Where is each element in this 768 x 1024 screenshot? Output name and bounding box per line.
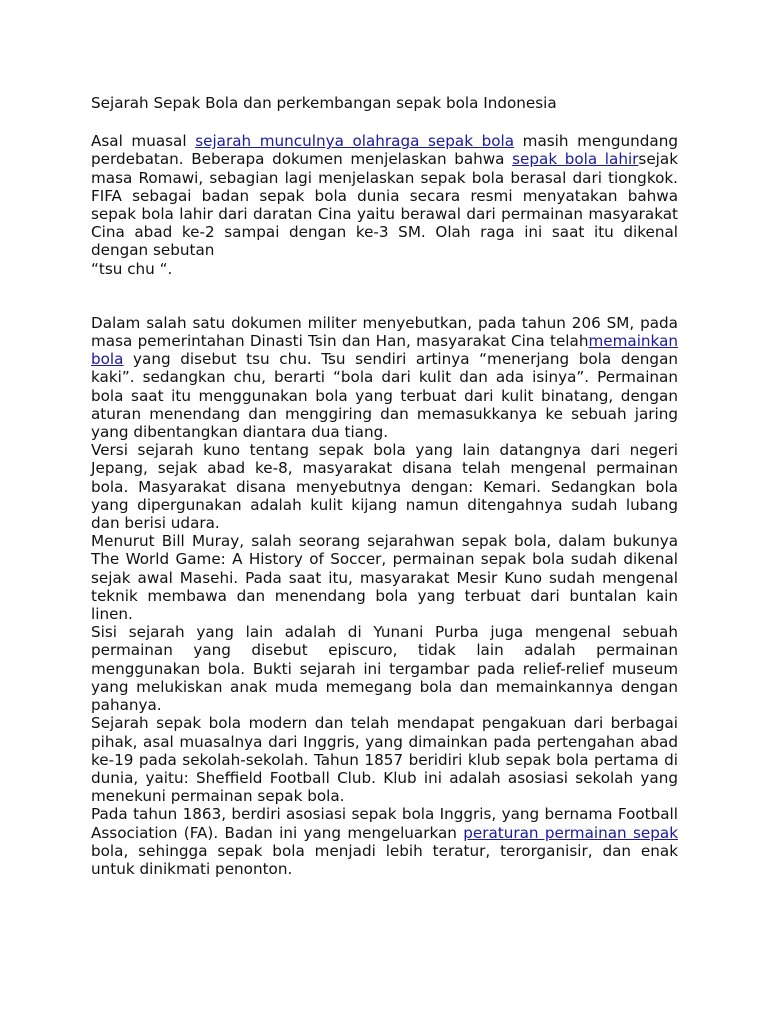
paragraph-1-text-a: Asal muasal — [91, 132, 196, 151]
link-sejarah-sepak-bola[interactable]: sejarah munculnya olahraga sepak bola — [195, 132, 515, 151]
link-peraturan-permainan[interactable]: peraturan permainan sepak — [463, 823, 678, 842]
paragraph-1-text-c: sejak masa Romawi, sebagian lagi menjelaskan sepak bola berasal dari tiongkok. FIFA sebagai badan sepak bola dunia secara resmi menyatakan bahwa sepak bola lahir dari daratan Cina yaitu berawal dari permainan masyarakat Cina abad ke-2 sampai dengan ke-3 SM. Olah raga ini saat itu dikenal dengan sebutan — [91, 150, 678, 260]
paragraph-1 — [91, 132, 678, 259]
document-title: Sejarah Sepak Bola dan perkembangan sepak bola Indonesia — [91, 94, 557, 112]
paragraph-5: Sisi sejarah yang lain adalah di Yunani Purba juga mengenal sebuah permainan yang disebut episcuro, tidak lain adalah permainan menggunakan bola. Bukti sejarah ini tergambar pada relief-relief museum yang melukiskan anak muda memegang bola dan memainkannya dengan pahanya. — [91, 623, 678, 715]
paragraph-6: Sejarah sepak bola modern dan telah mendapat pengakuan dari berbagai pihak, asal muasalnya dari Inggris, yang dimainkan pada pertengahan abad ke-19 pada sekolah-sekolah. Tahun 1857 beridiri klub sepak bola pertama di dunia, yaitu: Sheffield Football Club. Klub ini adalah asosiasi sekolah yang menekuni permainan sepak bola. — [91, 714, 678, 806]
paragraph-2-text-a: Dalam salah satu dokumen militer menyebutkan, pada tahun 206 SM, pada masa pemerintahan Dinasti Tsin dan Han, masyarakat Cina telah — [91, 313, 678, 351]
paragraph-7-text-b: bola, sehingga sepak bola menjadi lebih teratur, terorganisir, dan enak untuk dinikmati penonton. — [91, 841, 678, 878]
paragraph-1-end: “tsu chu “. — [91, 259, 173, 278]
link-memainkan-bola[interactable]: memainkan bola — [91, 332, 678, 369]
paragraph-2 — [91, 314, 678, 441]
paragraph-4: Menurut Bill Muray, salah seorang sejarahwan sepak bola, dalam bukunya The World Game: A History of Soccer, permainan sepak bola sudah dikenal sejak awal Masehi. Pada saat itu, masyarakat Mesir Kuno sudah mengenal teknik membawa dan menendang bola yang terbuat dari buntalan kain linen. — [91, 532, 678, 624]
link-sepak-bola-lahir[interactable]: sepak bola lahir — [512, 150, 639, 169]
paragraph-3: Versi sejarah kuno tentang sepak bola yang lain datangnya dari negeri Jepang, sejak abad ke-8, masyarakat disana telah mengenal permainan bola. Masyarakat disana menyebutnya dengan: Kemari. Sedangkan bola yang dipergunakan adalah kulit kijang namun ditengahnya sudah lubang dan berisi udara. — [91, 441, 678, 533]
paragraph-1-text-b: masih mengundang perdebatan. Beberapa dokumen menjelaskan bahwa — [91, 132, 678, 169]
spacer — [91, 278, 678, 314]
paragraph-2-text-b: yang disebut tsu chu. Tsu sendiri artinya “menerjang bola dengan kaki”. sedangkan chu, berarti “bola dari kulit dan ada isinya”. Permainan bola saat itu menggunakan bola yang terbuat dari kulit binatang, dengan aturan menendang dan menggiring dan memasukkanya ke sebuah jaring yang dibentangkan diantara dua tiang. — [91, 350, 678, 442]
paragraph-7-text-a: Pada tahun 1863, berdiri asosiasi sepak bola Inggris, yang bernama Football Association (FA). Badan ini yang mengeluarkan — [91, 805, 678, 842]
paragraph-7 — [91, 805, 678, 878]
document-page — [91, 94, 678, 878]
